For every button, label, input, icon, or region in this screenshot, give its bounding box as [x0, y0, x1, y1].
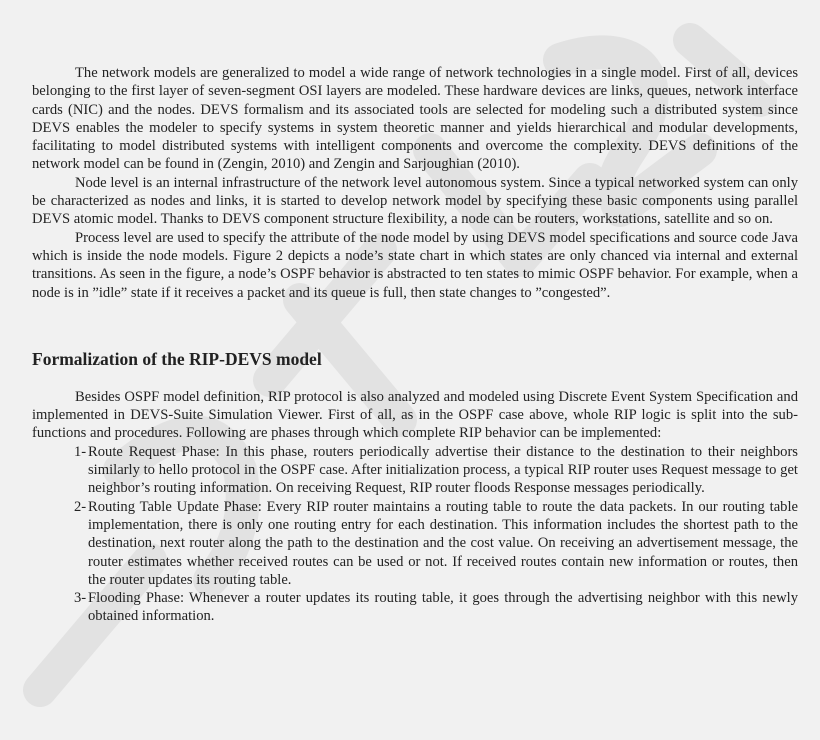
list-item-text: Routing Table Update Phase: Every RIP router maintains a routing table to route the data packets. In our routing table implementation, there is only one routing entry for each destination. This information includes the shortest path to the destination, next router along the path to the destination and the cost value. On receiving an advertisement message, the router estimates whether received routes can be used or not. If received routes contain new information or routes, then the router updates its routing table.: [88, 498, 798, 588]
list-item: [32, 498, 798, 589]
paragraph: The network models are generalized to model a wide range of network technologies in a single model. First of all, devices belonging to the first layer of seven-segment OSI layers are modeled. These hardware devices are links, queues, network interface cards (NIC) and the nodes. DEVS formalism and its associated tools are selected for modeling such a distributed system since DEVS enables the modeler to specify systems in system theoretic manner and yields hierarchical and modular developments, facilitating to model distributed systems with intelligent components and overcome the complexity. DEVS definitions of the network model can be found in (Zengin, 2010) and Zengin and Sarjoughian (2010).: [32, 65, 798, 173]
list-item: [32, 443, 798, 498]
list-item-number: 3-: [74, 590, 87, 607]
document-page: [32, 64, 798, 698]
section-heading: Formalization of the RIP-DEVS model: [32, 348, 322, 369]
list-item: [32, 589, 798, 626]
phase-list: [32, 443, 798, 626]
list-item-text: Flooding Phase: Whenever a router updates its routing table, it goes through the advertising neighbor with this newly obtained information.: [88, 590, 798, 625]
paragraph: Process level are used to specify the attribute of the node model by using DEVS model specifications and source code Java which is inside the node models. Figure 2 depicts a node’s state chart in which states are only chanced via internal and external transitions. As seen in the figure, a node’s OSPF behavior is abstracted to ten states to mimic OSPF behavior. For example, when a node is in ”idle” state if it receives a packet and its queue is full, then state changes to ”congested”.: [32, 229, 798, 301]
paragraph: Besides OSPF model definition, RIP protocol is also analyzed and modeled using Discrete Event System Specification and implemented in DEVS-Suite Simulation Viewer. First of all, as in the OSPF case above, whole RIP logic is split into the sub-functions and procedures. Following are phases through which complete RIP behavior can be implemented:: [32, 388, 798, 442]
list-item-number: 1-: [74, 443, 87, 460]
paragraph: Node level is an internal infrastructure of the network level autonomous system. Since a typical networked system can only be characterized as nodes and links, it is started to develop network model by specifying these basic components using parallel DEVS atomic model. Thanks to DEVS component structure flexibility, a node can be routers, workstations, satellite and so on.: [32, 174, 798, 228]
list-item-text: Route Request Phase: In this phase, routers periodically advertise their distance to the destination to their neighbors similarly to hello protocol in the OSPF case. After initialization process, a typical RIP router uses Request message to get neighbor’s routing information. On receiving Request, RIP router floods Response messages periodically.: [88, 443, 798, 497]
list-item-number: 2-: [74, 498, 87, 515]
document-body: [32, 64, 798, 626]
